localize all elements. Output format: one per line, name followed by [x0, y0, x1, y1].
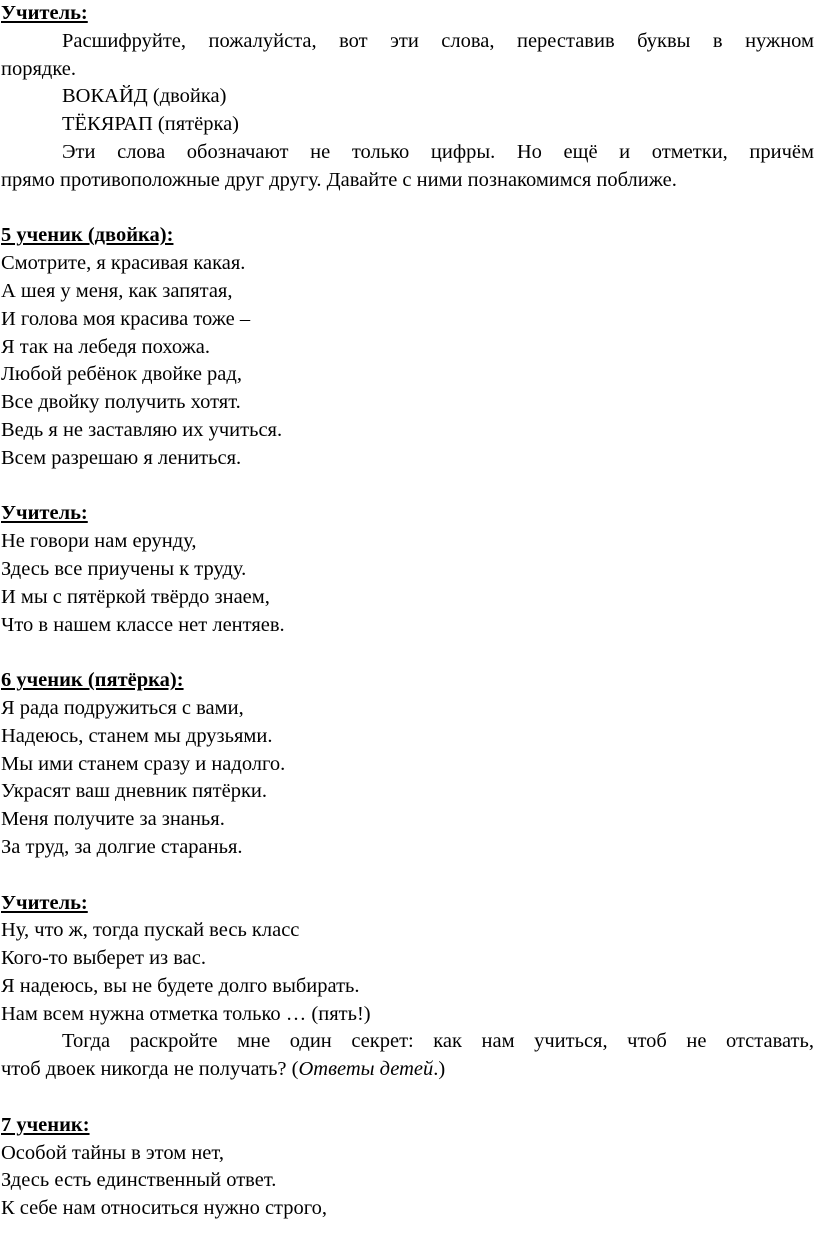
- verse-line: И голова моя красива тоже –: [1, 307, 251, 330]
- heading-teacher-1: Учитель:: [1, 2, 88, 24]
- paragraph-line: Тогда раскройте мне один секрет: как нам учиться, чтоб не отставать,: [62, 1030, 814, 1053]
- verse-line: Что в нашем классе нет лентяев.: [1, 613, 285, 636]
- paragraph-line: [1, 1056, 814, 1084]
- verse-line: Кого-то выберет из вас.: [1, 947, 207, 970]
- verse-line: Здесь есть единственный ответ.: [1, 1169, 277, 1192]
- heading-teacher-2: Учитель:: [1, 502, 88, 525]
- verse-line: Любой ребёнок двойке рад,: [1, 363, 242, 386]
- verse-line: Здесь все приучены к труду.: [1, 557, 247, 580]
- heading-student-6: 6 ученик (пятёрка):: [1, 669, 184, 692]
- verse-line: Не говори нам ерунду,: [1, 530, 197, 553]
- verse-line: Ну, что ж, тогда пускай весь класс: [1, 919, 300, 942]
- scrambled-word-1: ВОКАЙД (двойка): [62, 85, 227, 108]
- paragraph-text: .): [433, 1058, 446, 1081]
- paragraph-text: чтоб двоек никогда не получать? (: [1, 1058, 299, 1081]
- blank-line: [1, 195, 814, 223]
- verse-line: Особой тайны в этом нет,: [1, 1141, 224, 1164]
- verse-line: Я рада подружиться с вами,: [1, 696, 244, 719]
- verse-line: Украсят ваш дневник пятёрки.: [1, 780, 268, 803]
- blank-line: [1, 1084, 814, 1112]
- blank-line: [1, 862, 814, 890]
- paragraph-line: Эти слова обозначают не только цифры. Но ещё и отметки, причём: [62, 140, 814, 163]
- stage-direction: Ответы детей: [298, 1058, 434, 1081]
- verse-line: Ведь я не заставляю их учиться.: [1, 418, 283, 441]
- verse-line: А шея у меня, как запятая,: [1, 279, 233, 302]
- verse-line: Мы ими станем сразу и надолго.: [1, 752, 286, 775]
- verse-line: Я надеюсь, вы не будете долго выбирать.: [1, 974, 360, 997]
- verse-line: Смотрите, я красивая какая.: [1, 252, 246, 275]
- verse-line: Все двойку получить хотят.: [1, 391, 241, 414]
- paragraph-line: прямо противоположные друг другу. Давайте с ними познакомимся поближе.: [1, 168, 677, 191]
- paragraph-line: порядке.: [1, 57, 77, 80]
- verse-line: За труд, за долгие старанья.: [1, 835, 243, 858]
- scrambled-word-2: ТЁКЯРАП (пятёрка): [62, 113, 240, 136]
- verse-line: Меня получите за знанья.: [1, 808, 225, 831]
- verse-line: Всем разрешаю я лениться.: [1, 446, 242, 469]
- blank-line: [1, 639, 814, 667]
- verse-line: К себе нам относиться нужно строго,: [1, 1197, 328, 1220]
- verse-line: Я так на лебедя похожа.: [1, 335, 210, 358]
- paragraph-line: Расшифруйте, пожалуйста, вот эти слова, переставив буквы в нужном: [62, 29, 814, 52]
- heading-teacher-3: Учитель:: [1, 891, 88, 914]
- verse-line: И мы с пятёркой твёрдо знаем,: [1, 585, 270, 608]
- heading-student-7: 7 ученик:: [1, 1113, 90, 1136]
- heading-student-5: 5 ученик (двойка):: [1, 224, 174, 247]
- verse-line: Надеюсь, станем мы друзьями.: [1, 724, 273, 747]
- verse-line: Нам всем нужна отметка только … (пять!): [1, 1002, 371, 1025]
- blank-line: [1, 473, 814, 501]
